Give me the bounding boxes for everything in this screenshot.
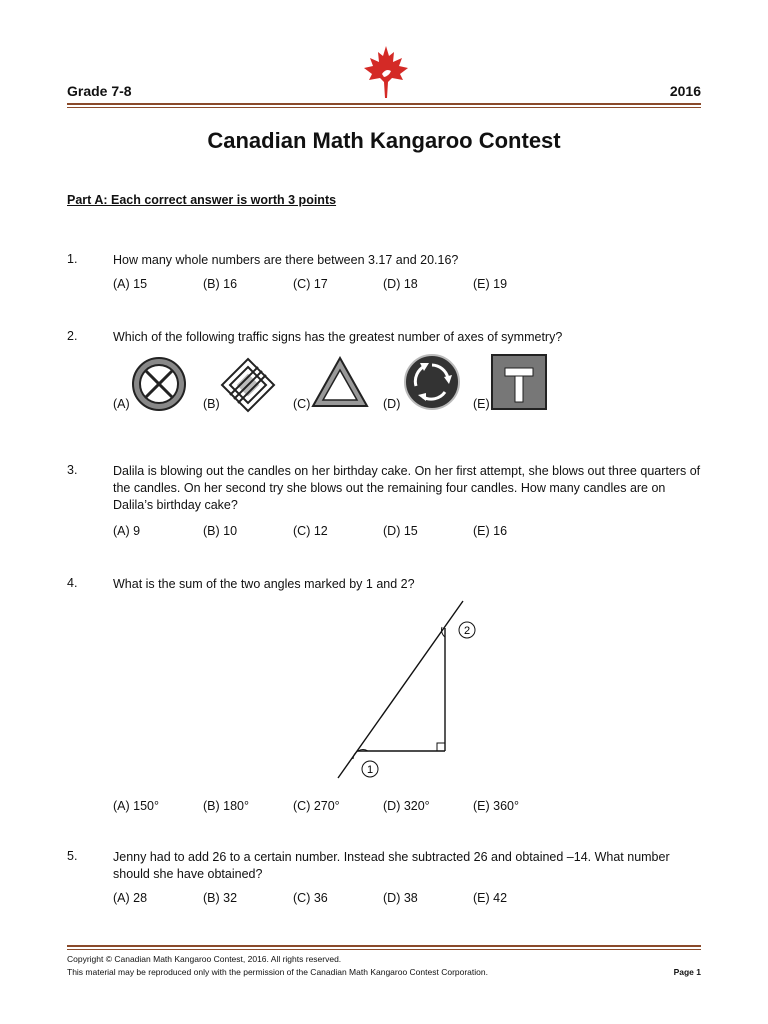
q3-option-b: (B) 10 (203, 524, 238, 538)
q3-option-c: (C) 12 (293, 524, 328, 538)
traffic-sign-e-dead-end-icon (491, 354, 547, 410)
q1-option-b: (B) 16 (203, 277, 238, 291)
traffic-sign-b-end-of-priority-icon (220, 357, 276, 413)
q5-option-e: (E) 42 (473, 891, 508, 905)
q4-option-b: (B) 180° (203, 799, 249, 813)
q5-option-a: (A) 28 (113, 891, 148, 905)
question-1-number: 1. (67, 252, 78, 266)
question-5-text: Jenny had to add 26 to a certain number. Instead she subtracted 26 and obtained –14. What number should she have obtained? (113, 850, 670, 881)
footer-rule-thick (67, 945, 701, 947)
question-1-text: How many whole numbers are there between 3.17 and 20.16? (113, 253, 459, 267)
maple-leaf-kangaroo-logo-icon (362, 44, 410, 100)
q1-option-a: (A) 15 (113, 277, 148, 291)
q4-option-a: (A) 150° (113, 799, 159, 813)
angle-figure (330, 595, 490, 785)
copyright-text: Copyright © Canadian Math Kangaroo Contest, 2016. All rights reserved. (67, 954, 342, 964)
header-rule-thick (67, 103, 701, 105)
part-a-heading: Part A: Each correct answer is worth 3 points (67, 193, 337, 207)
footer-rule-thin (67, 949, 701, 950)
traffic-sign-c-triangle-icon (311, 356, 369, 408)
question-2-text: Which of the following traffic signs has the greatest number of axes of symmetry? (113, 330, 563, 344)
question-3-text: Dalila is blowing out the candles on her birthday cake. On her first attempt, she blows out three quarters of the candles. On her second try she blows out the remaining four candles. How many candles are on Dalila’s birthday cake? (113, 464, 701, 512)
q2-option-e: (E) (473, 397, 490, 411)
traffic-sign-d-roundabout-icon (403, 353, 461, 411)
q2-option-b: (B) (203, 397, 220, 411)
q1-option-e: (E) 19 (473, 277, 508, 291)
permission-text: This material may be reproduced only with the permission of the Canadian Math Kangaroo Contest Corporation. (67, 967, 488, 977)
question-2-number: 2. (67, 329, 78, 343)
q1-option-d: (D) 18 (383, 277, 418, 291)
q3-option-d: (D) 15 (383, 524, 418, 538)
q4-option-c: (C) 270° (293, 799, 340, 813)
grade-label: Grade 7-8 (67, 83, 132, 99)
header-rule-thin (67, 107, 701, 108)
q2-option-c: (C) (293, 397, 311, 411)
year-label: 2016 (669, 83, 701, 99)
q4-option-e: (E) 360° (473, 799, 519, 813)
q5-option-d: (D) 38 (383, 891, 418, 905)
q4-option-d: (D) 320° (383, 799, 430, 813)
q5-option-b: (B) 32 (203, 891, 238, 905)
question-3-number: 3. (67, 463, 78, 477)
question-4-text: What is the sum of the two angles marked by 1 and 2? (113, 577, 415, 591)
page-title: Canadian Math Kangaroo Contest (207, 128, 561, 153)
q3-option-a: (A) 9 (113, 524, 141, 538)
traffic-sign-a-no-stopping-icon (131, 356, 187, 412)
q2-option-a: (A) (113, 397, 130, 411)
angle-label-1: 1 (366, 764, 374, 776)
q1-option-c: (C) 17 (293, 277, 328, 291)
q3-option-e: (E) 16 (473, 524, 508, 538)
q5-option-c: (C) 36 (293, 891, 328, 905)
q2-option-d: (D) (383, 397, 401, 411)
angle-label-2: 2 (463, 625, 471, 637)
question-4-number: 4. (67, 576, 78, 590)
page-number: Page 1 (673, 967, 701, 977)
question-5-number: 5. (67, 849, 78, 863)
